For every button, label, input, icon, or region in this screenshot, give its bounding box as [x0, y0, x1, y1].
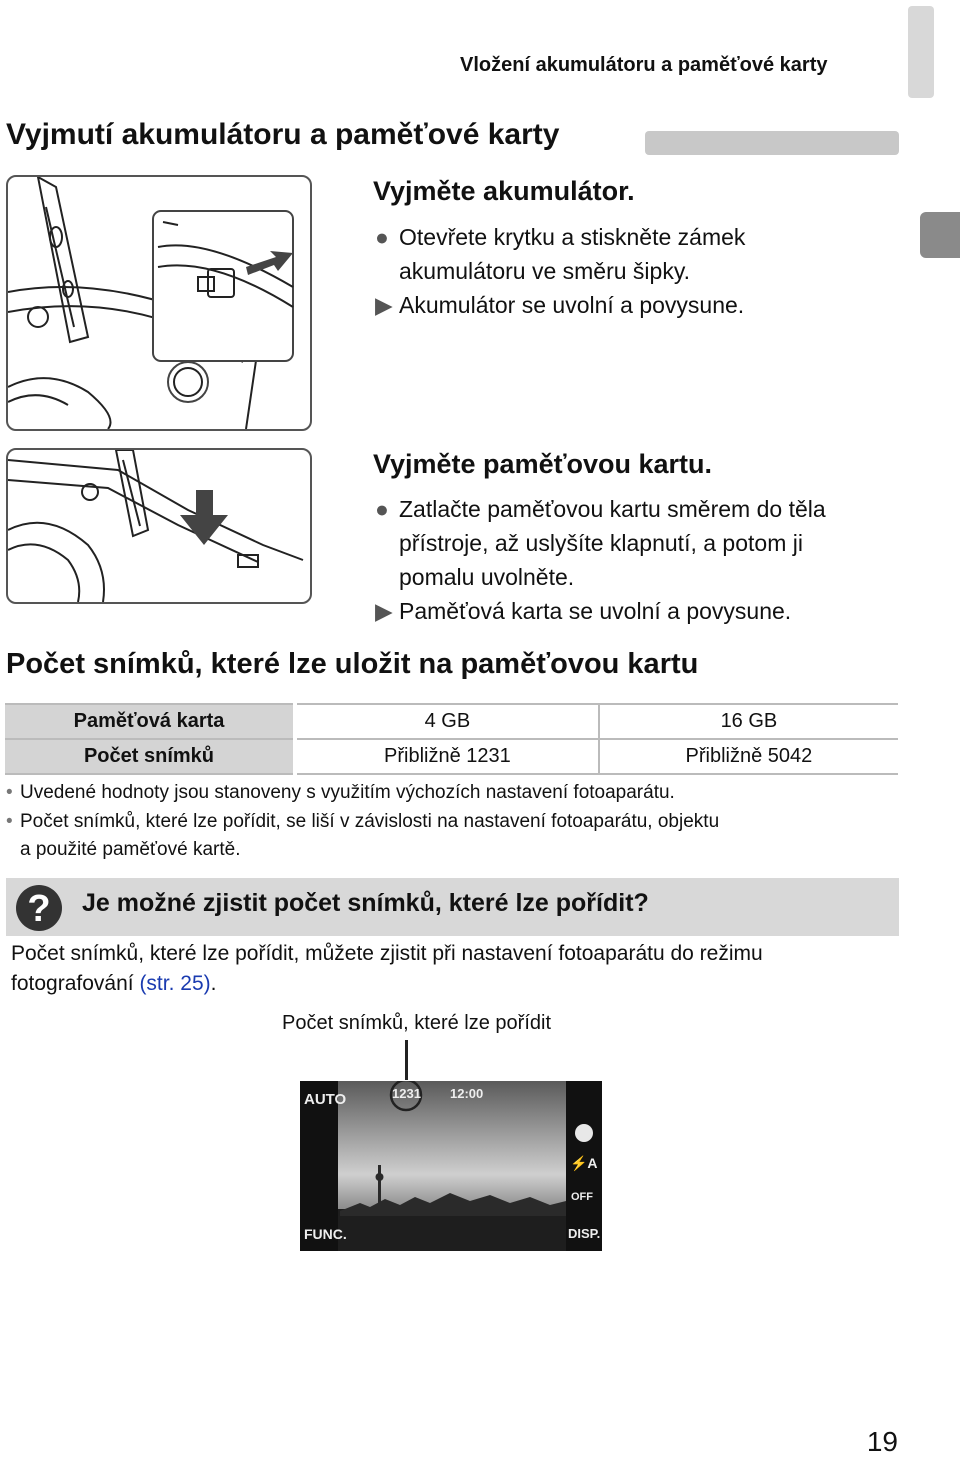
- step-1-line: ● Otevřete krytku a stiskněte zámek: [375, 220, 745, 254]
- lcd-self-timer-icon: OFF: [571, 1191, 593, 1203]
- bullet-icon: ●: [375, 496, 389, 522]
- caption-leader-line: [405, 1040, 408, 1080]
- table-cell: Přibližně 1231: [295, 739, 599, 774]
- triangle-right-icon: ▶: [375, 598, 393, 624]
- step-1-line: akumulátoru ve směru šipky.: [399, 258, 691, 284]
- table-row: [5, 739, 898, 774]
- qa-body-line: fotografování (str. 25).: [11, 972, 217, 995]
- step-2-result: ▶ Paměťová karta se uvolní a povysune.: [375, 594, 826, 628]
- lcd-caption: Počet snímků, které lze pořídit: [282, 1012, 552, 1034]
- lcd-func-label: FUNC.: [304, 1226, 347, 1242]
- note-item: • Uvedené hodnoty jsou stanoveny s využitím výchozích nastavení fotoaparátu.: [6, 782, 675, 803]
- lcd-flash-icon: ⚡A: [570, 1155, 598, 1171]
- qa-title: Je možné zjistit počet snímků, které lze pořídit?: [82, 889, 649, 917]
- step-2-instructions: [375, 492, 826, 628]
- section-title-bar: [645, 131, 899, 155]
- step-2-line: přístroje, až uslyšíte klapnutí, a potom ji: [399, 530, 803, 556]
- lcd-disp-label: DISP.: [568, 1226, 601, 1241]
- lcd-time: 12:00: [450, 1086, 484, 1101]
- step-2-title: Vyjměte paměťovou kartu.: [373, 449, 713, 479]
- card-removal-illustration: [6, 448, 312, 604]
- triangle-right-icon: ▶: [375, 292, 393, 318]
- camera-lcd-screen: [300, 1081, 602, 1251]
- chapter-tab: [920, 212, 960, 258]
- note-item: • Počet snímků, které lze pořídit, se liší v závislosti na nastavení fotoaparátu, objektu: [6, 811, 720, 832]
- bullet-icon: ●: [375, 224, 389, 250]
- small-bullet-icon: •: [6, 782, 13, 803]
- table-row: [5, 704, 898, 739]
- shot-count-title: Počet snímků, které lze uložit na paměťovou kartu: [6, 648, 699, 680]
- step-2-line: pomalu uvolněte.: [399, 564, 575, 590]
- small-bullet-icon: •: [6, 811, 13, 832]
- step-1-instructions: [375, 220, 745, 322]
- table-cell: 4 GB: [295, 704, 599, 739]
- table-cell: Přibližně 5042: [599, 739, 898, 774]
- note-item-continued: a použité paměťové kartě.: [20, 839, 241, 860]
- table-row-header: Paměťová karta: [5, 704, 295, 739]
- step-1-title: Vyjměte akumulátor.: [373, 176, 635, 206]
- battery-removal-illustration: [6, 175, 312, 431]
- shot-count-table: [5, 703, 898, 775]
- table-cell: 16 GB: [599, 704, 898, 739]
- page-edge-tab: [908, 6, 934, 98]
- question-icon: ?: [16, 885, 62, 931]
- page-number: 19: [866, 1426, 898, 1457]
- qa-body-line: Počet snímků, které lze pořídit, můžete zjistit při nastavení fotoaparátu do režimu: [11, 942, 763, 965]
- page-reference-link[interactable]: (str. 25): [139, 972, 211, 995]
- lcd-mode-label: AUTO: [304, 1091, 347, 1108]
- lcd-shot-count: 1231: [392, 1086, 421, 1101]
- section-title: Vyjmutí akumulátoru a paměťové karty: [6, 118, 560, 151]
- step-1-result: ▶ Akumulátor se uvolní a povysune.: [375, 288, 745, 322]
- running-header: Vložení akumulátoru a paměťové karty: [460, 54, 828, 76]
- step-2-line: ● Zatlačte paměťovou kartu směrem do těla: [375, 492, 826, 526]
- table-row-header: Počet snímků: [5, 739, 295, 774]
